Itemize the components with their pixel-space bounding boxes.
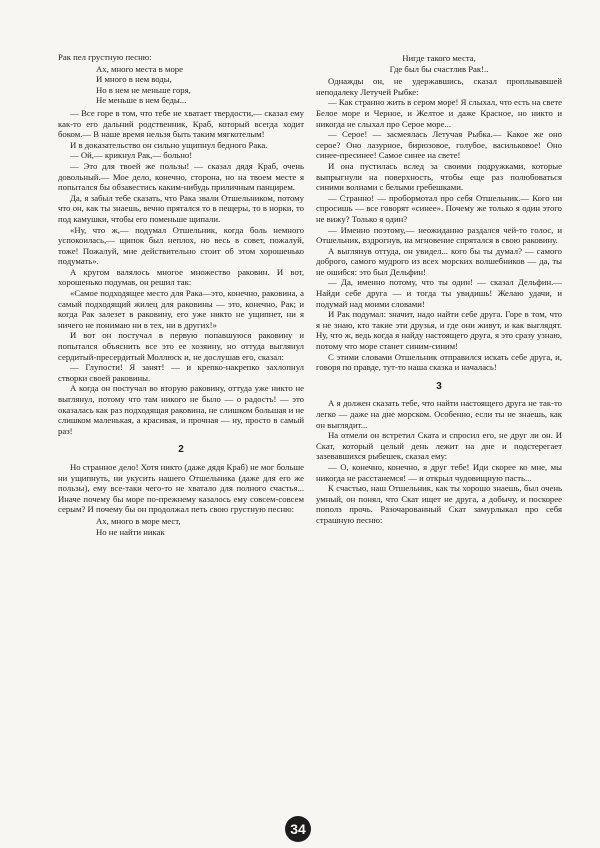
paragraph: — Это для твоей же пользы! — сказал дядя Краб, очень довольный.— Мое дело, конечно, сторона, но на твоем месте я попытался бы обзавестись каким-нибудь приличным панцирем. bbox=[58, 160, 304, 193]
verse-block bbox=[96, 516, 304, 537]
paragraph: С этими словами Отшельник отправился искать себе друга, и, говоря по правде, тут-то наша сказка и началась! bbox=[316, 351, 562, 373]
paragraph: И она пустилась вслед за своими подружками, которые выпрыгнули на поверхность, чтобы еще раз полюбоваться синими волнами с белыми гребешками. bbox=[316, 160, 562, 193]
verse-line: Где был бы счастлив Рак!.. bbox=[389, 63, 489, 74]
chapter-number: 2 bbox=[178, 444, 184, 456]
paragraph: Да, я забыл тебе сказать, что Рака звали Отшельником, потому что он, как ты знаешь, вечно прятался то в пещеры, то в норки, то под камушки, чтобы его поменьше щипали. bbox=[58, 192, 304, 224]
verse-line: И много в нем воды, bbox=[96, 74, 172, 85]
paragraph: И Рак подумал: значит, надо найти себе друга. Горе в том, что я не знаю, кто такие эти друзья, и где они живут, и как выглядят. Ну, что ж, ведь когда я найду настоящего друга, я это сразу узнаю, потому что море станет синим-синим! bbox=[316, 309, 562, 352]
verse-line: Но в нем не меньше горя, bbox=[96, 84, 191, 95]
verse-line: Ах, много места в море bbox=[96, 63, 183, 74]
paragraph: «Ну, что ж,— подумал Отшельник, когда боль немного успокоилась,— щипок был неплох, но весь в совет, пожалуй, тоже! Пожалуй, мне действительно стоит об этом хорошенько подумать». bbox=[58, 224, 304, 267]
right-column bbox=[316, 52, 562, 526]
verse-line: Ах, много в море мест, bbox=[96, 515, 181, 526]
paragraph: А выглянув оттуда, он увидел... кого бы ты думал? — самого доброго, самого мудрого из всех морских волшебников — да, ты не ошибся: это был Дельфин! bbox=[316, 245, 562, 277]
paragraph: А когда он постучал во вторую раковину, оттуда уже никто не выглянул, потому что там никого не было — о радость! — это оказалась как раз подходящая раковина, не слишком большая и не слишком маленькая, а красивая, и прочная — ну, просто в самый раз! bbox=[58, 383, 304, 436]
verse-line: Но не найти никак bbox=[96, 526, 165, 537]
chapter-number: 3 bbox=[436, 380, 442, 392]
page-number: 34 bbox=[285, 816, 311, 842]
paragraph: А я должен сказать тебе, что найти настоящего друга не так-то легко — даже на дне морском. Особенно, если ты не знаешь, как он выглядит... bbox=[316, 398, 562, 430]
paragraph: Однажды он, не удержавшись, сказал проплывавшей неподалеку Летучей Рыбке: bbox=[316, 76, 562, 97]
paragraph: А кругом валялось многое множество раковин. И вот, хорошенько подумав, он решил так: bbox=[58, 266, 304, 288]
verse-block bbox=[354, 53, 562, 74]
paragraph: И в доказательство он сильно ущипнул бедного Рака. bbox=[70, 139, 268, 150]
paragraph: — Да, именно потому, что ты один! — сказал Дельфин.— Найди себе друга — и тогда ты увидишь! Желаю удачи, и подумай над моими словами! bbox=[316, 277, 562, 309]
paragraph: — Ой,— крикнул Рак,— больно! bbox=[70, 150, 193, 161]
left-column bbox=[58, 52, 304, 539]
verse-line: Нигде такого места, bbox=[402, 53, 476, 63]
paragraph: На отмели он встретил Ската и спросил его, не друг ли он. И Скат, который целый день лежит на дне и подстерегает зазевавшихся рыбешек, сказал ему: bbox=[316, 430, 562, 462]
paragraph: — Глупости! Я занят! — и крепко-накрепко захлопнул створки своей раковины. bbox=[58, 362, 304, 383]
paragraph: — Как странно жить в сером море! Я слыхал, что есть на свете Белое море и Черное, и Желтое и даже Красное, но никто и никогда не слыхал про Серое море... bbox=[316, 97, 562, 129]
paragraph: И вот он постучал в первую попавшуюся раковину и попытался объяснить все это ее хозяину, но оттуда выглянул сердитый-пресердитый Моллюск и, не дослушав его, сказал: bbox=[58, 330, 304, 362]
paragraph: — Серое! — засмеялась Летучая Рыбка.— Какое же оно серое? Оно лазурное, бирюзовое, голубое, васильковое! Оно синее-пресинее! Самое синее на свете! bbox=[316, 129, 562, 161]
verse-line: Не меньше в нем беды... bbox=[96, 95, 187, 106]
paragraph: Рак пел грустную песню: bbox=[58, 52, 152, 62]
paragraph: — Все горе в том, что тебе не хватает твердости,— сказал ему как-то его дальний родственник, Краб, который всегда ходит боком.— В наше время нельзя быть таким мягкотелым! bbox=[58, 107, 304, 140]
paragraph: К счастью, наш Отшельник, как ты хорошо знаешь, был очень умный, он понял, что Скат ищет не друга, а добычу, и поскорее пополз прочь. Разочарованный Скат замурлыкал про себя страшную песню: bbox=[316, 483, 562, 525]
paragraph: — Странно! — пробормотал про себя Отшельник.— Кого ни спросишь — все говорят «синее». Почему же только я один этого не вижу? Только я один? bbox=[316, 192, 562, 224]
paragraph: Но странное дело! Хотя никто (даже дядя Краб) не мог больше ни ущипнуть, ни укусить нашего Отшельника (даже для его же пользы), ему все-таки чего-то не хватало для полного счастья... Иначе почему бы море по-прежнему казалось ему совсем-совсем серым? И почему бы он продолжал петь свою грустную песню: bbox=[58, 461, 304, 515]
paragraph: — Именно поэтому,— неожиданно раздался чей-то голос, и Отшельник, вздрогнув, на мгновение спрятался в свою раковину. bbox=[316, 224, 562, 246]
paragraph: «Самое подходящее место для Рака—это, конечно, раковина, а самый подходящий жилец для раковины — это, конечно, Рак; и когда Рак залезет в раковину, его уже никто не ущипнет, ни я ничего не понимаю ни в тех, ни в других!» bbox=[58, 288, 304, 330]
paragraph: — О, конечно, конечно, я друг тебе! Иди скорее ко мне, мы никогда не расстанемся! — и открыл чудовищную пасть... bbox=[316, 461, 562, 483]
verse-block bbox=[96, 64, 304, 106]
